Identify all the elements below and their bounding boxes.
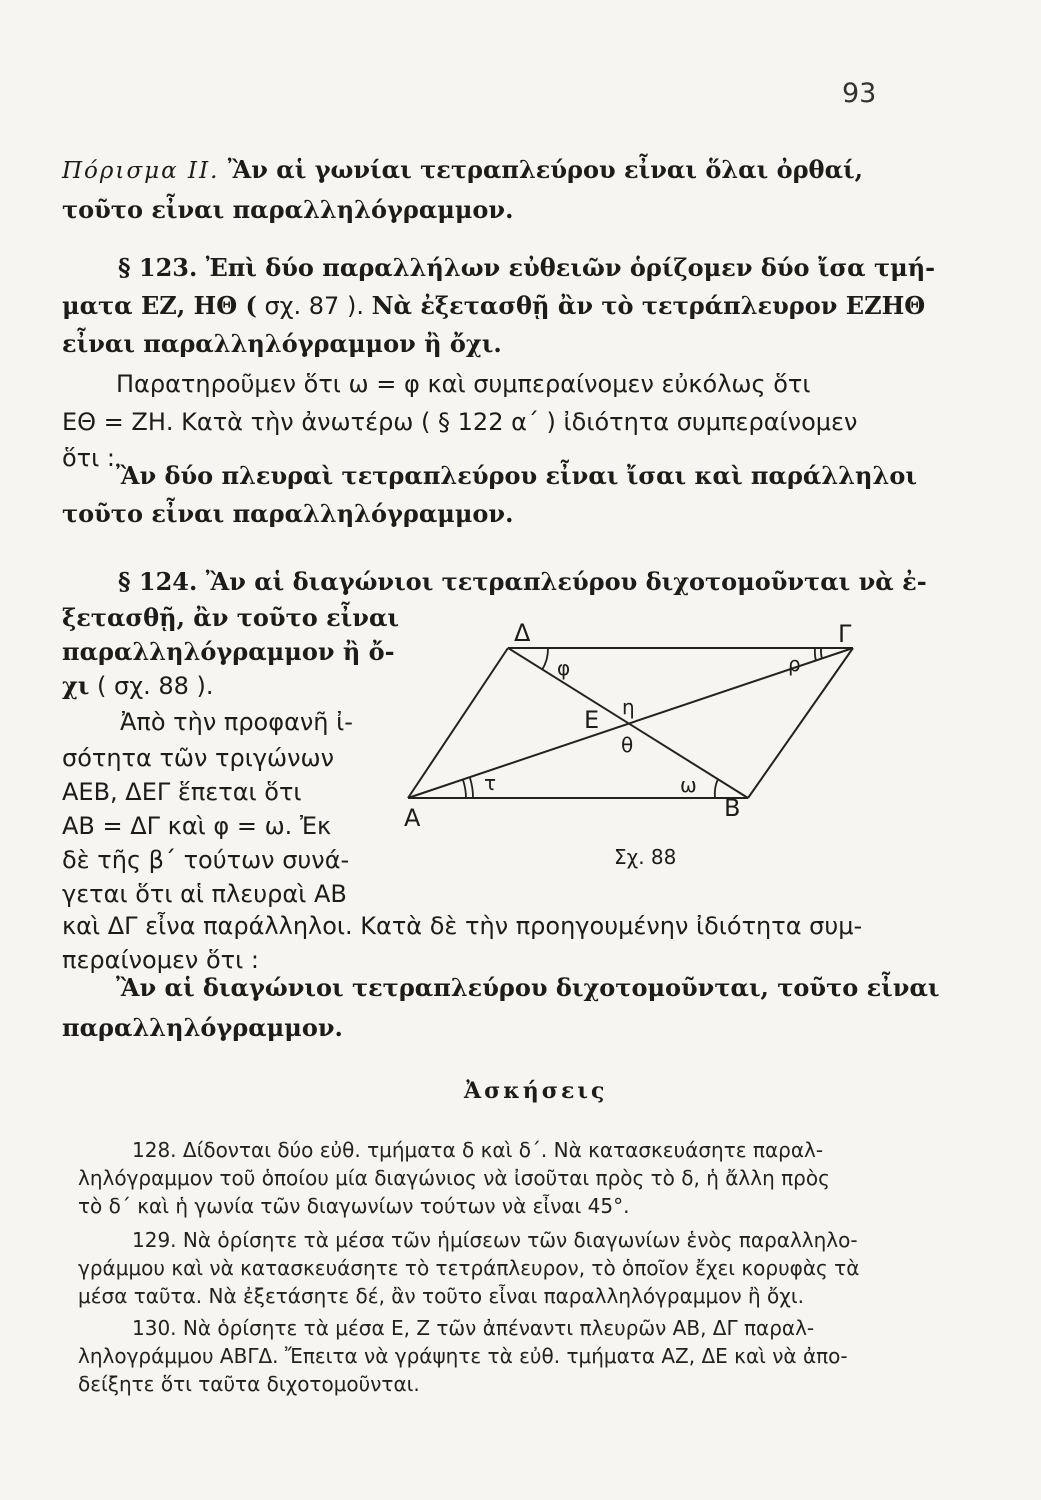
exercise-130-line-2: ληλογράμμου ΑΒΓΔ. Ἔπειτα νὰ γράψητε τὰ εὐθ. τμήματα ΑΖ, ΔΕ καὶ νὰ ἀπο-	[78, 1344, 848, 1368]
s124-line-11: καὶ ΔΓ εἶνα παράλληλοι. Κατὰ δὲ τὴν προηγουμένην ἰδιότητα συμ-	[62, 912, 863, 940]
angle-marks	[463, 648, 822, 798]
arc-phi	[542, 648, 548, 670]
figure-caption: Σχ. 88	[614, 845, 677, 869]
porisma-label: Πόρισμα ΙΙ.	[62, 158, 220, 184]
angle-rho-label: ρ	[788, 652, 801, 676]
exercise-128-line-2: ληλόγραμμον τοῦ ὁποίου μία διαγώνιος νὰ ἰσοῦται πρὸς τὸ δ, ἡ ἄλλη πρὸς	[78, 1166, 830, 1190]
s123-line-5: ΕΘ = ΖΗ. Κατὰ τὴν ἀνωτέρω ( § 122 α΄ ) ἰδιότητα συμπεραίνομεν	[62, 408, 858, 436]
porisma-line-1	[62, 155, 864, 184]
s124-line-8: ΑΒ = ΔΓ καὶ φ = ω. Ἐκ	[62, 812, 332, 840]
s123-theorem-2: τοῦτο εἶναι παραλληλόγραμμον.	[62, 499, 514, 528]
porisma-text: Ἂν αἱ γωνίαι τετραπλεύρου εἶναι ὅλαι ὀρθαί,	[219, 155, 864, 184]
arc-omega	[715, 779, 718, 798]
exercise-130-line-1: 130. Νὰ ὁρίσητε τὰ μέσα Ε, Ζ τῶν ἀπέναντι πλευρῶν ΑΒ, ΔΓ παραλ-	[132, 1316, 815, 1340]
arc-rho-2	[821, 648, 822, 659]
s124-line-9: δὲ τῆς β΄ τούτων συνά-	[62, 846, 350, 874]
s124-line-2: ξετασθῇ, ἂν τοῦτο εἶναι	[62, 603, 400, 632]
s123-line-3: εἶναι παραλληλόγραμμον ἢ ὄχι.	[62, 329, 502, 358]
side-da	[408, 648, 508, 798]
side-bg	[748, 648, 853, 798]
angle-theta-label: θ	[621, 733, 634, 757]
exercise-128-line-1: 128. Δίδονται δύο εὐθ. τμήματα δ καὶ δ΄. Νὰ κατασκευάσητε παραλ-	[132, 1138, 824, 1162]
vertex-b-label: Β	[724, 794, 741, 822]
s124-theorem-1: Ἂν αἱ διαγώνιοι τετραπλεύρου διχοτομοῦνται, τοῦτο εἶναι	[116, 973, 940, 1002]
center-e-label: Ε	[584, 706, 600, 734]
s124-line-12: περαίνομεν ὅτι :	[62, 946, 259, 974]
exercise-130-line-3: δείξητε ὅτι ταῦτα διχοτομοῦνται.	[78, 1372, 420, 1396]
exercises-heading: Ἀσκήσεις	[464, 1078, 608, 1104]
parallelogram-abgd	[408, 648, 853, 798]
s123-line-2: ματα ΕΖ, ΗΘ ( σχ. 87 ). Νὰ ἐξετασθῇ ἂν τὸ τετράπλευρον ΕΖΗΘ	[62, 291, 926, 320]
s124-line-4: χι ( σχ. 88 ).	[62, 671, 214, 700]
s124-line-10: γεται ὅτι αἱ πλευραὶ ΑΒ	[62, 880, 347, 908]
page-number: 93	[842, 78, 877, 109]
diagonal-ag	[408, 648, 853, 798]
porisma-line-2: τοῦτο εἶναι παραλληλόγραμμον.	[62, 195, 514, 224]
arc-rho	[815, 648, 816, 661]
s124-theorem-2: παραλληλόγραμμον.	[62, 1013, 343, 1042]
angle-tau-label: τ	[484, 771, 497, 795]
s124-line-6: σότητα τῶν τριγώνων	[62, 744, 335, 772]
angle-eta-label: η	[622, 695, 635, 719]
s123-line-4: Παρατηροῦμεν ὅτι ω = φ καὶ συμπεραίνομεν εὐκόλως ὅτι	[116, 370, 811, 398]
s124-line-3: παραλληλόγραμμον ἢ ὄ-	[62, 637, 395, 666]
s124-line-5: Ἀπὸ τὴν προφανῆ ἰ-	[120, 708, 353, 736]
s123-theorem-1: Ἂν δύο πλευραὶ τετραπλεύρου εἶναι ἴσαι καὶ παράλληλοι	[116, 461, 917, 490]
angle-omega-label: ω	[680, 773, 697, 797]
vertex-g-label: Γ	[838, 620, 852, 648]
vertex-d-label: Δ	[514, 619, 531, 647]
vertex-a-label: Α	[404, 804, 421, 832]
s124-line-1: § 124. Ἂν αἱ διαγώνιοι τετραπλεύρου διχοτομοῦνται νὰ ἐ-	[118, 567, 927, 596]
exercise-129-line-3: μέσα ταῦτα. Νὰ ἐξετάσητε δέ, ἂν τοῦτο εἶναι παραλληλόγραμμον ἢ ὄχι.	[78, 1284, 804, 1308]
s124-line-7: ΑΕΒ, ΔΕΓ ἕπεται ὅτι	[62, 778, 302, 806]
s123-line-1: § 123. Ἐπὶ δύο παραλλήλων εὐθειῶν ὁρίζομεν δύο ἴσα τμή-	[118, 253, 936, 282]
exercise-128-line-3: τὸ δ΄ καὶ ἡ γωνία τῶν διαγωνίων τούτων νὰ εἶναι 45°.	[78, 1194, 630, 1218]
angle-phi-label: φ	[557, 656, 571, 680]
s123-line-6: ὅτι :	[62, 444, 115, 472]
exercise-129-line-2: γράμμου καὶ νὰ κατασκευάσητε τὸ τετράπλευρον, τὸ ὁποῖον ἔχει κορυφὰς τὰ	[78, 1256, 860, 1280]
diagonal-bd	[508, 648, 748, 798]
exercise-129-line-1: 129. Νὰ ὁρίσητε τὰ μέσα τῶν ἡμίσεων τῶν διαγωνίων ἑνὸς παραλληλο-	[132, 1228, 858, 1252]
arc-tau	[463, 780, 466, 798]
arc-tau-2	[470, 778, 473, 798]
